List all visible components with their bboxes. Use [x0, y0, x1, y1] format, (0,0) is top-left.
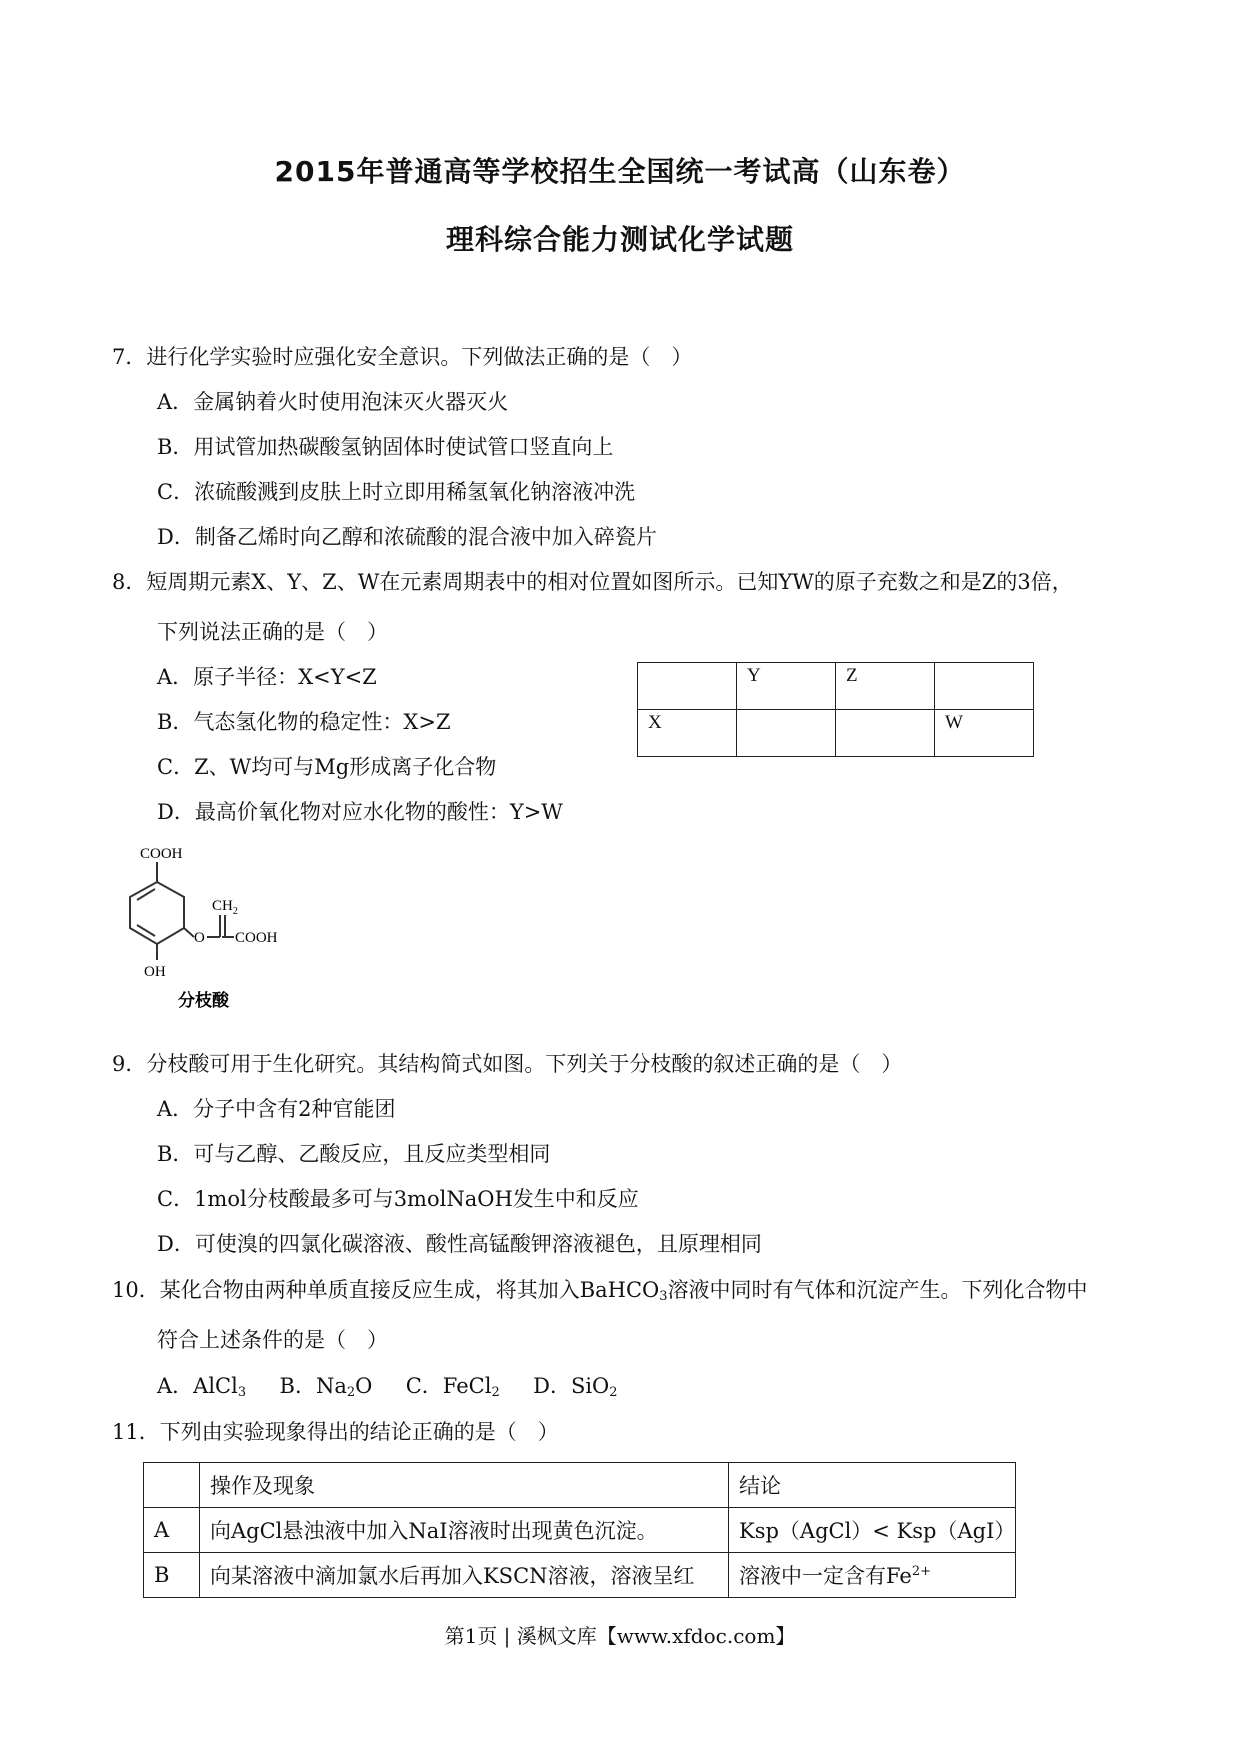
q9-stem: 9．分枝酸可用于生化研究。其结构简式如图。下列关于分枝酸的叙述正确的是（ ）	[112, 1052, 903, 1076]
q9-option-a: A．分子中含有2种官能团	[157, 1097, 396, 1121]
row-key: A	[144, 1508, 200, 1553]
table-header-row	[144, 1463, 1016, 1508]
chorismic-acid-structure	[112, 840, 312, 1015]
periodic-cell-w: W	[935, 710, 1034, 757]
paper-title-line1: 2015年普通高等学校招生全国统一考试高（山东卷）	[274, 155, 966, 188]
row-conclusion: 溶液中一定含有$Fe^{2+}$	[729, 1553, 1016, 1598]
q10-option-a: A．AlCl$_3$	[157, 1374, 247, 1400]
periodic-cell-x: X	[638, 710, 737, 757]
table-header-operation: 操作及现象	[200, 1463, 729, 1508]
q8-option-b: B．气态氢化物的稳定性：X>Z	[157, 710, 451, 734]
q7-option-c: C．浓硫酸溅到皮肤上时立即用稀氢氧化钠溶液冲洗	[157, 480, 636, 504]
periodic-cell	[836, 710, 935, 757]
paper-title-line2: 理科综合能力测试化学试题	[445, 223, 794, 256]
periodic-cell	[737, 710, 836, 757]
q8-stem-cont: 下列说法正确的是（ ）	[157, 620, 388, 644]
table-header-cell	[144, 1463, 200, 1508]
row-key: B	[144, 1553, 200, 1598]
q7-option-d: D．制备乙烯时向乙醇和浓硫酸的混合液中加入碎瓷片	[157, 525, 657, 549]
q10-option-d: D．SiO$_2$	[533, 1374, 618, 1400]
row-conclusion: Ksp（AgCl）< Ksp（AgI）	[729, 1508, 1016, 1553]
q9-option-b: B．可与乙醇、乙酸反应，且反应类型相同	[157, 1142, 551, 1166]
q7-option-b: B．用试管加热碳酸氢钠固体时使试管口竖直向上	[157, 435, 614, 459]
q8-stem: 8．短周期元素X、Y、Z、W在元素周期表中的相对位置如图所示。已知YW的原子充数之和是Z的3倍，	[112, 570, 1073, 594]
svg-text:CH2: $CH_2$	[212, 898, 238, 917]
q8-option-d: D．最高价氧化物对应水化物的酸性：Y>W	[157, 800, 563, 824]
structure-ch2: CH	[212, 898, 233, 914]
page-footer: 第1页 | 溪枫文库【www.xfdoc.com】	[444, 1624, 796, 1648]
table-row	[144, 1508, 1016, 1553]
row-operation: 向AgCl悬浊液中加入NaI溶液时出现黄色沉淀。	[200, 1508, 729, 1553]
table-header-conclusion: 结论	[729, 1463, 1016, 1508]
structure-cooh-top: COOH	[140, 846, 183, 862]
q7-option-a: A．金属钠着火时使用泡沫灭火器灭火	[157, 390, 509, 414]
q9-option-d: D．可使溴的四氯化碳溶液、酸性高锰酸钾溶液褪色，且原理相同	[157, 1232, 762, 1256]
periodic-cell	[935, 663, 1034, 710]
q9-option-c: C．1mol分枝酸最多可与3molNaOH发生中和反应	[157, 1187, 639, 1211]
q10-option-b: B．$Na_2O$	[279, 1374, 373, 1400]
q10-options	[157, 1374, 618, 1401]
q11-stem: 11．下列由实验现象得出的结论正确的是（ ）	[112, 1420, 559, 1444]
periodic-position-table	[637, 662, 1034, 757]
structure-cooh-side: COOH	[235, 930, 278, 946]
structure-caption: 分枝酸	[178, 991, 229, 1011]
q10-stem-cont: 符合上述条件的是（ ）	[157, 1328, 388, 1352]
periodic-cell	[638, 663, 737, 710]
periodic-cell-y: Y	[737, 663, 836, 710]
q10-stem: 10．某化合物由两种单质直接反应生成，将其加入BaHCO$_3$溶液中同时有气体和沉淀产生。下列化合物中	[112, 1278, 1088, 1304]
q8-option-a: A．原子半径：X<Y<Z	[157, 665, 377, 689]
q7-stem: 7．进行化学实验时应强化安全意识。下列做法正确的是（ ）	[112, 345, 693, 369]
structure-ether-o: O	[194, 930, 205, 946]
row-operation: 向某溶液中滴加氯水后再加入KSCN溶液，溶液呈红	[200, 1553, 729, 1598]
experiment-table	[143, 1462, 1016, 1598]
periodic-cell-z: Z	[836, 663, 935, 710]
q10-option-c: C．FeCl$_2$	[405, 1374, 500, 1400]
table-row	[144, 1553, 1016, 1598]
q8-option-c: C．Z、W均可与Mg形成离子化合物	[157, 755, 497, 779]
structure-oh: OH	[144, 964, 166, 980]
